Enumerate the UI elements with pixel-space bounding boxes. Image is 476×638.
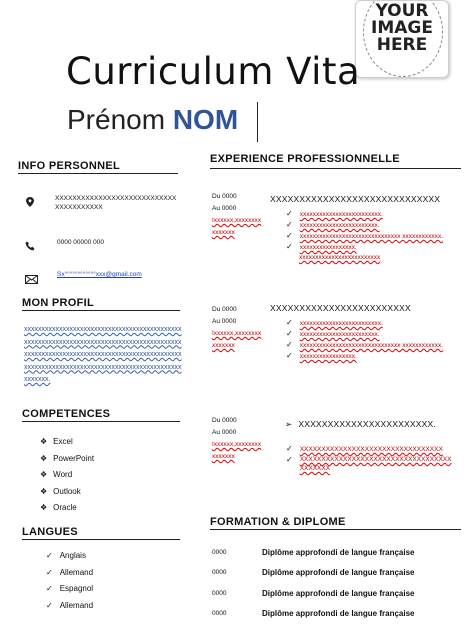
formation-list xyxy=(212,542,462,624)
section-rule xyxy=(210,529,461,530)
photo-placeholder-text: YOUR IMAGE HERE xyxy=(371,1,433,55)
langues-list xyxy=(46,550,93,616)
list-item: ❖ Oracle xyxy=(40,503,77,512)
job-title: ➢ XXXXXXXXXXXXXXXXXXXXXXX. xyxy=(285,419,436,429)
diamond-bullet-icon: ❖ xyxy=(40,453,48,463)
diamond-bullet-icon: ❖ xyxy=(40,503,48,512)
list-item: ✓ xxxxxxxxxxxxxxxxx. xyxy=(286,351,357,360)
section-rule xyxy=(210,168,461,169)
photo-placeholder[interactable] xyxy=(355,0,449,78)
phone-icon xyxy=(25,236,35,255)
person-name xyxy=(67,104,238,136)
job-bullets xyxy=(286,318,456,362)
section-rule xyxy=(18,173,178,174)
job-date-to: Au 0000 xyxy=(212,318,237,325)
job-title: XXXXXXXXXXXXXXXXXXXXXXXX xyxy=(270,303,411,313)
list-item: ❖ PowerPoint xyxy=(40,453,95,463)
job-company: Ixxxxxx,xxxxxxxx xyxy=(212,441,262,448)
job-date-to: Au 0000 xyxy=(212,429,237,436)
list-item: ❖ Outlook xyxy=(40,486,81,496)
checkmark-icon: ✓ xyxy=(286,340,293,349)
job-date-from: Du 0000 xyxy=(212,193,237,200)
phone-text: 0000 00000 000 xyxy=(57,239,104,246)
checkmark-icon: ✓ xyxy=(286,231,293,240)
job-company: Ixxxxxx,xxxxxxxx xyxy=(212,330,262,337)
section-rule xyxy=(22,310,180,311)
first-name: Prénom xyxy=(67,104,166,135)
list-item: ✓ xxxxxxxxxxxxxxxxx. xyxy=(286,242,357,251)
mail-icon xyxy=(25,269,38,288)
list-item: 0000 Diplôme approfondi de langue française xyxy=(212,568,415,578)
checkmark-icon: ✓ xyxy=(46,600,53,610)
list-item: ✓ xxxxxxxxxxxxxxxxxxxxxxxx. xyxy=(286,220,380,229)
arrow-bullet-icon: ➢ xyxy=(285,419,293,429)
checkmark-icon: ✓ xyxy=(286,209,293,218)
list-item: ❖ Word xyxy=(40,470,73,479)
list-item: ✓ Anglais xyxy=(46,551,86,560)
job-date-from: Du 0000 xyxy=(212,417,237,424)
section-heading-info: INFO PERSONNEL xyxy=(18,160,120,172)
job-date-from: Du 0000 xyxy=(212,306,237,313)
diamond-bullet-icon: ❖ xyxy=(40,486,48,496)
job-entry xyxy=(212,305,261,350)
job-company-line2: xxxxxxx xyxy=(212,453,235,460)
list-item: 0000 Diplôme approfondi de langue française xyxy=(212,609,415,619)
section-rule xyxy=(22,539,180,540)
email-link[interactable]: Sx°°°°°°°°°°°°xxx@gmail.com xyxy=(57,271,142,278)
list-item: 0000 Diplôme approfondi de langue française xyxy=(212,588,415,598)
section-heading-langues: LANGUES xyxy=(22,526,78,538)
document-title: Curriculum Vita xyxy=(66,50,361,93)
list-item: ✓ xxxxxxxxxxxxxxxxxxxxxxxx. xyxy=(286,329,380,338)
job-company: Ixxxxxx,xxxxxxxx xyxy=(212,217,262,224)
text-cursor xyxy=(257,102,258,142)
diamond-bullet-icon: ❖ xyxy=(40,470,48,479)
section-heading-formation: FORMATION & DIPLOME xyxy=(210,516,346,528)
checkmark-icon: ✓ xyxy=(286,318,293,327)
checkmark-icon: ✓ xyxy=(286,242,293,251)
checkmark-icon: ✓ xyxy=(286,220,293,229)
job-bullets xyxy=(286,209,456,264)
checkmark-icon: ✓ xyxy=(46,567,53,577)
checkmark-icon: ✓ xyxy=(286,444,293,453)
job-date-to: Au 0000 xyxy=(212,205,237,212)
address-text: XXXXXXXXXXXXXXXXXXXXXXXXXXXXXXXXXXXXXXX xyxy=(55,195,177,211)
list-item: ❖ Excel xyxy=(40,437,73,446)
list-item: ✓ XXXXXXXXXXXXXXXXXXXXXXXXXXXXXXXXXXXXXXXXXX xyxy=(286,455,452,472)
checkmark-icon: ✓ xyxy=(46,584,53,593)
last-name: NOM xyxy=(172,104,239,135)
section-heading-experience: EXPERIENCE PROFESSIONNELLE xyxy=(210,153,400,165)
diamond-bullet-icon: ❖ xyxy=(40,437,48,446)
list-item: 0000 Diplôme approfondi de langue française xyxy=(212,547,415,557)
list-item: ✓ xxxxxxxxxxxxxxxxxxxxxxxxxxxxxxx xxxxxxxxxxxx. xyxy=(286,340,444,349)
competences-list xyxy=(40,436,94,519)
list-item: ✓ Espagnol xyxy=(46,584,94,593)
job-bullets xyxy=(286,444,456,473)
list-item: ✓ XXXXXXXXXXXXXXXXXXXXXXXXXXXXXXXXX xyxy=(286,444,443,453)
list-item: ✓ xxxxxxxxxxxxxxxxxxxxxxxxx. xyxy=(286,209,383,218)
list-item: ✓ Allemand xyxy=(46,567,94,577)
checkmark-icon: ✓ xyxy=(286,329,293,338)
job-company-line2: xxxxxxx xyxy=(212,342,235,349)
profile-text: xxxxxxxxxxxxxxxxxxxxxxxxxxxxxxxxxxxxxxxxxxxxxxxxxxxxxxxxxxxxxxxxxxxxxxxxxxxxxxxxxxxxxxxxxxxxxxxxxxxxxxxxxxxxxxxxxxxxxxxxxxxxxxxxxxxxxxxxxxxxxxxxxxxxxxxxxxxxxxxxxxxxxxxxxxxxxxxxxxxxxxxxxxx. xyxy=(24,326,182,383)
checkmark-icon: ✓ xyxy=(286,455,293,464)
section-rule xyxy=(22,421,180,422)
checkmark-icon: ✓ xyxy=(46,551,53,560)
list-item: ✓ xxxxxxxxxxxxxxxxxxxxxxxxx. xyxy=(286,318,383,327)
checkmark-icon: ✓ xyxy=(286,351,293,360)
section-heading-profile: MON PROFIL xyxy=(22,297,95,309)
section-heading-competences: COMPETENCES xyxy=(22,408,111,420)
job-entry xyxy=(212,192,261,237)
job-entry xyxy=(212,416,261,461)
list-item: ✓ xxxxxxxxxxxxxxxxxxxxxxxxxxxxxxx xxxxxxxxxxxx. xyxy=(286,231,444,240)
job-title: XXXXXXXXXXXXXXXXXXXXXXXXXXXXX xyxy=(270,194,441,204)
list-item: ✓ Allemand xyxy=(46,600,94,610)
job-company-line2: xxxxxxx xyxy=(212,229,235,236)
list-item: xxxxxxxxxxxxxxxxxxxxxxxxx xyxy=(299,254,381,261)
location-pin-icon xyxy=(26,192,34,200)
